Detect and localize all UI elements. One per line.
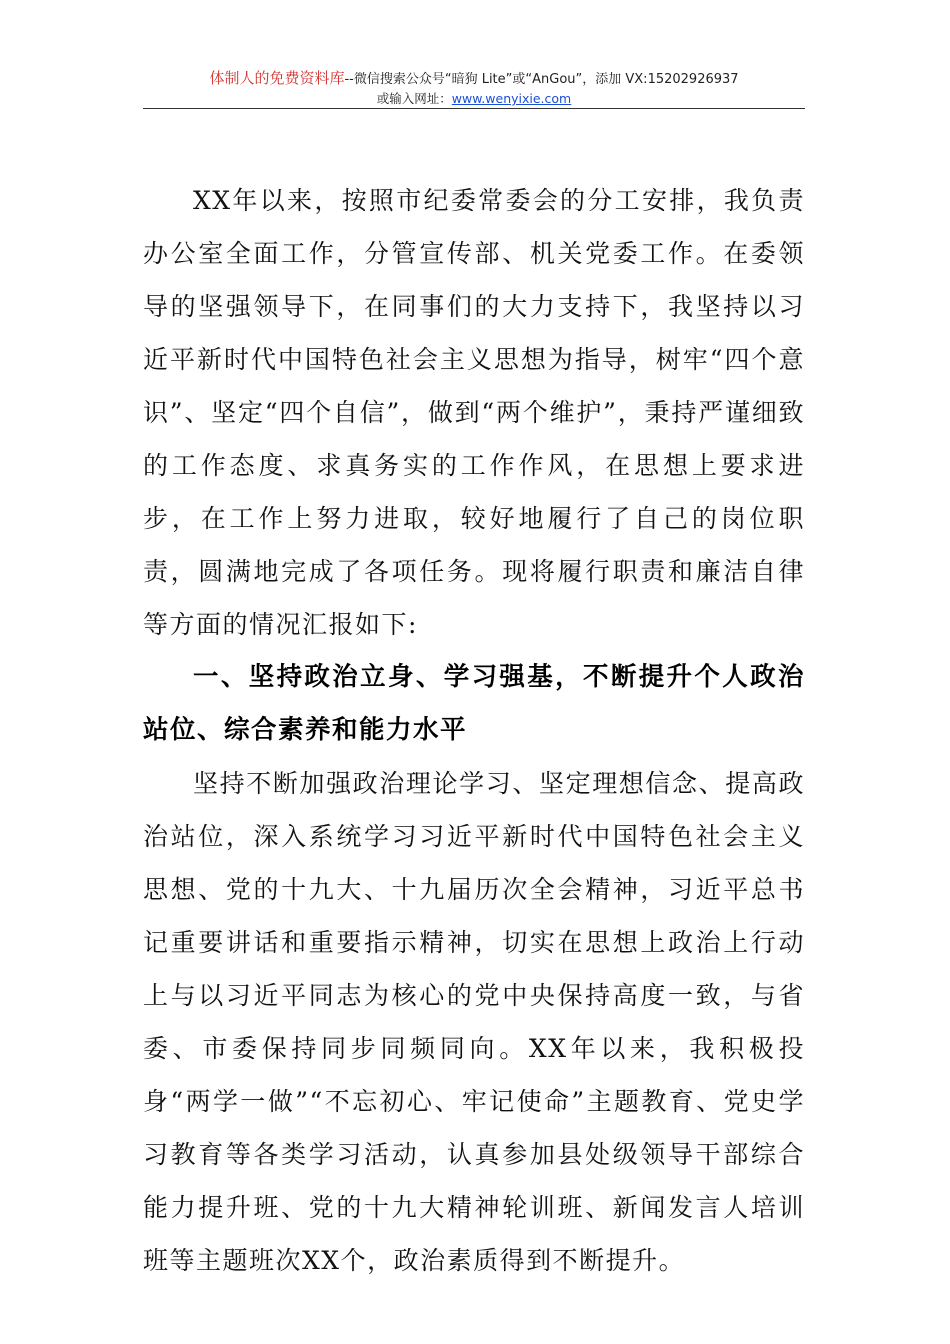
header-divider	[143, 108, 805, 109]
intro-paragraph: XX年以来，按照市纪委常委会的分工安排，我负责办公室全面工作，分管宣传部、机关党委工作。在委领导的坚强领导下，在同事们的大力支持下，我坚持以习近平新时代中国特色社会主义思想为指导，树牢“四个意识”、坚定“四个自信”，做到“两个维护”，秉持严谨细致的工作态度、求真务实的工作作风，在思想上要求进步，在工作上努力进取，较好地履行了自己的岗位职责，圆满地完成了各项任务。现将履行职责和廉洁自律等方面的情况汇报如下:	[143, 186, 805, 639]
section-heading: 一、坚持政治立身、学习强基，不断提升个人政治站位、综合素养和能力水平	[143, 662, 805, 745]
document-body	[143, 174, 805, 1287]
promo-text: --微信搜索公众号“暗狗 Lite”或“AnGou”，添加 VX:15202926937	[344, 72, 739, 87]
page-header	[143, 68, 805, 108]
brand-title: 体制人的免费资料库	[209, 69, 345, 87]
header-promo-line	[143, 68, 805, 90]
header-url-line	[143, 90, 805, 108]
url-prefix: 或输入网址：	[376, 91, 452, 106]
section-paragraph: 坚持不断加强政治理论学习、坚定理想信念、提高政治站位，深入系统学习习近平新时代中国特色社会主义思想、党的十九大、十九届历次全会精神，习近平总书记重要讲话和重要指示精神，切实在思想上政治上行动上与以习近平同志为核心的党中央保持高度一致，与省委、市委保持同步同频同向。XX年以来，我积极投身“两学一做”“不忘初心、牢记使命”主题教育、党史学习教育等各类学习活动，认真参加县处级领导干部综合能力提升班、党的十九大精神轮训班、新闻发言人培训班等主题班次XX个，政治素质得到不断提升。	[143, 769, 805, 1275]
website-link[interactable]: www.wenyixie.com	[451, 91, 572, 106]
